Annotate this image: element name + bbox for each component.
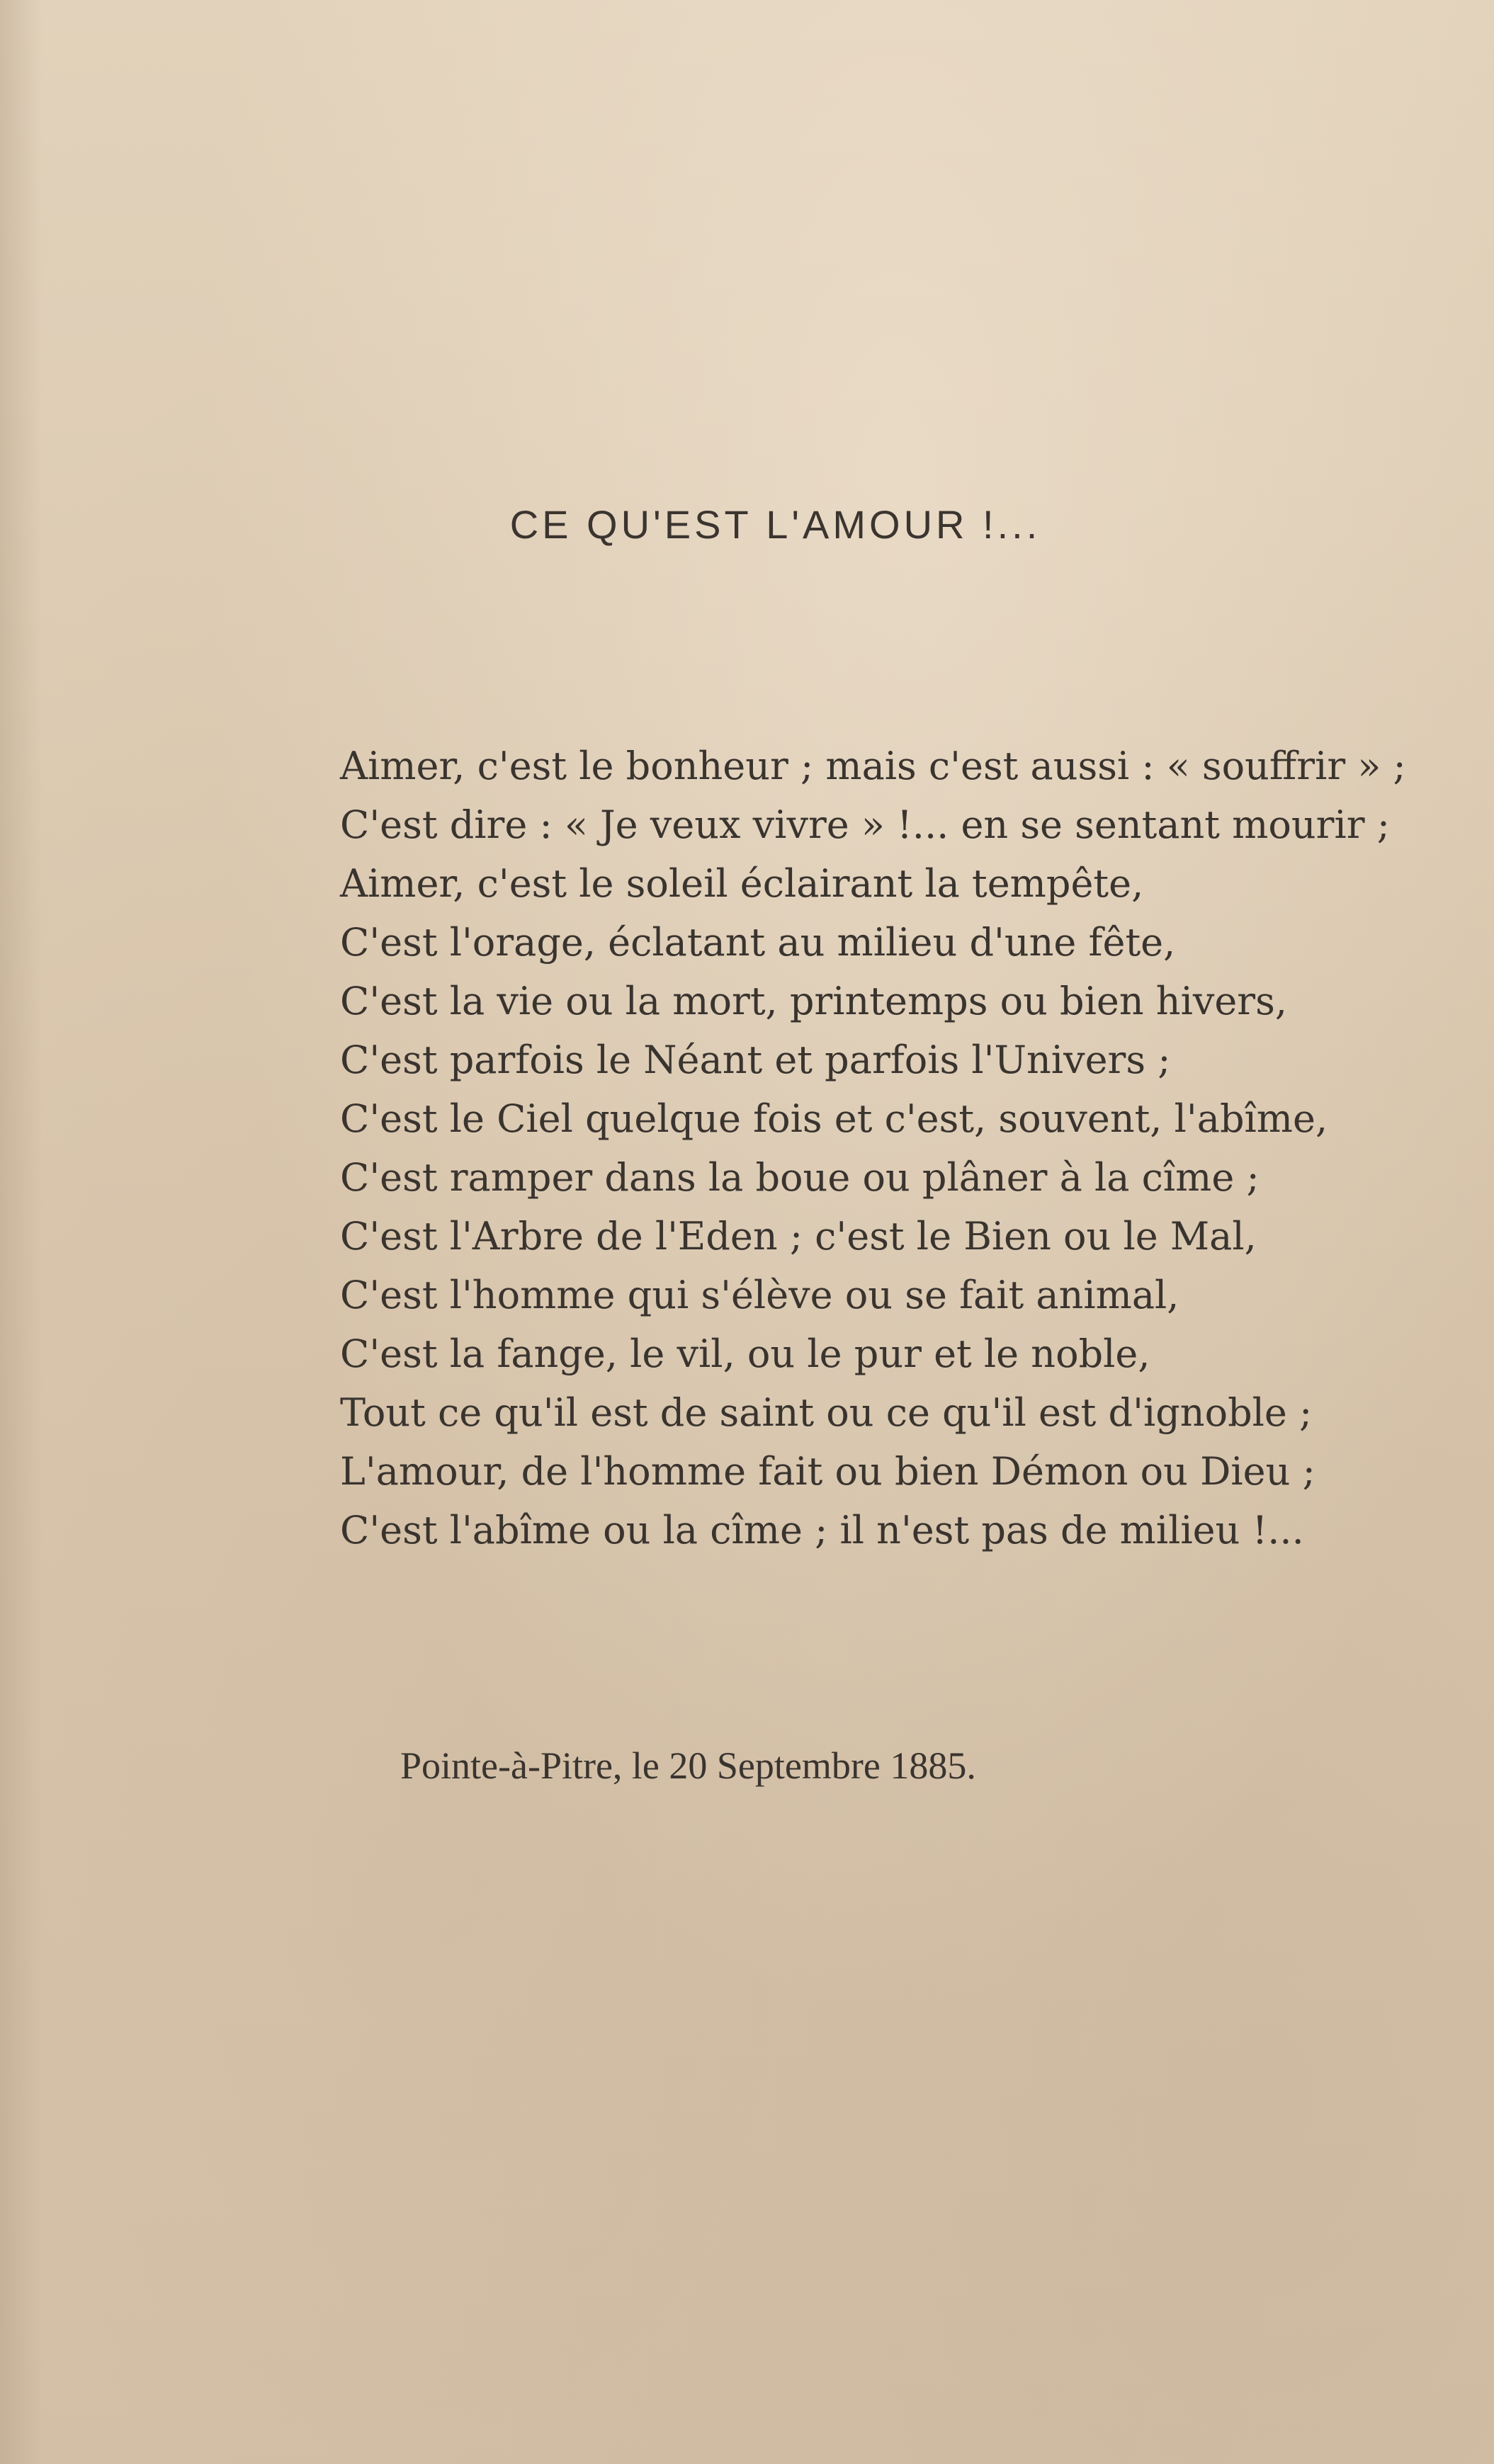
poem-line: Aimer, c'est le bonheur ; mais c'est aussi : « souffrir » ; xyxy=(340,744,1406,788)
page-edge-shadow xyxy=(0,0,43,2464)
poem-line: C'est l'abîme ou la cîme ; il n'est pas de milieu !... xyxy=(340,1508,1304,1552)
poem-line: C'est la fange, le vil, ou le pur et le noble, xyxy=(340,1332,1150,1376)
place-date-signature: Pointe-à-Pitre, le 20 Septembre 1885. xyxy=(400,1744,976,1787)
poem-line: C'est l'orage, éclatant au milieu d'une fête, xyxy=(340,920,1176,965)
poem-line: Aimer, c'est le soleil éclairant la tempête, xyxy=(340,861,1144,906)
poem-line: C'est ramper dans la boue ou plâner à la cîme ; xyxy=(340,1155,1260,1200)
poem-line: C'est dire : « Je veux vivre » !... en se sentant mourir ; xyxy=(340,802,1390,847)
poem-line: C'est le Ciel quelque fois et c'est, souvent, l'abîme, xyxy=(340,1096,1328,1141)
poem-body xyxy=(340,737,1488,1560)
poem-line: C'est l'homme qui s'élève ou se fait animal, xyxy=(340,1273,1179,1317)
poem-line: Tout ce qu'il est de saint ou ce qu'il est d'ignoble ; xyxy=(340,1390,1313,1435)
poem-title: CE QU'EST L'AMOUR !... xyxy=(509,502,1041,547)
poem-line: L'amour, de l'homme fait ou bien Démon ou Dieu ; xyxy=(340,1449,1315,1494)
poem-line: C'est la vie ou la mort, printemps ou bien hivers, xyxy=(340,979,1288,1023)
poem-line: C'est l'Arbre de l'Eden ; c'est le Bien ou le Mal, xyxy=(340,1214,1257,1259)
poem-line: C'est parfois le Néant et parfois l'Univers ; xyxy=(340,1038,1171,1082)
